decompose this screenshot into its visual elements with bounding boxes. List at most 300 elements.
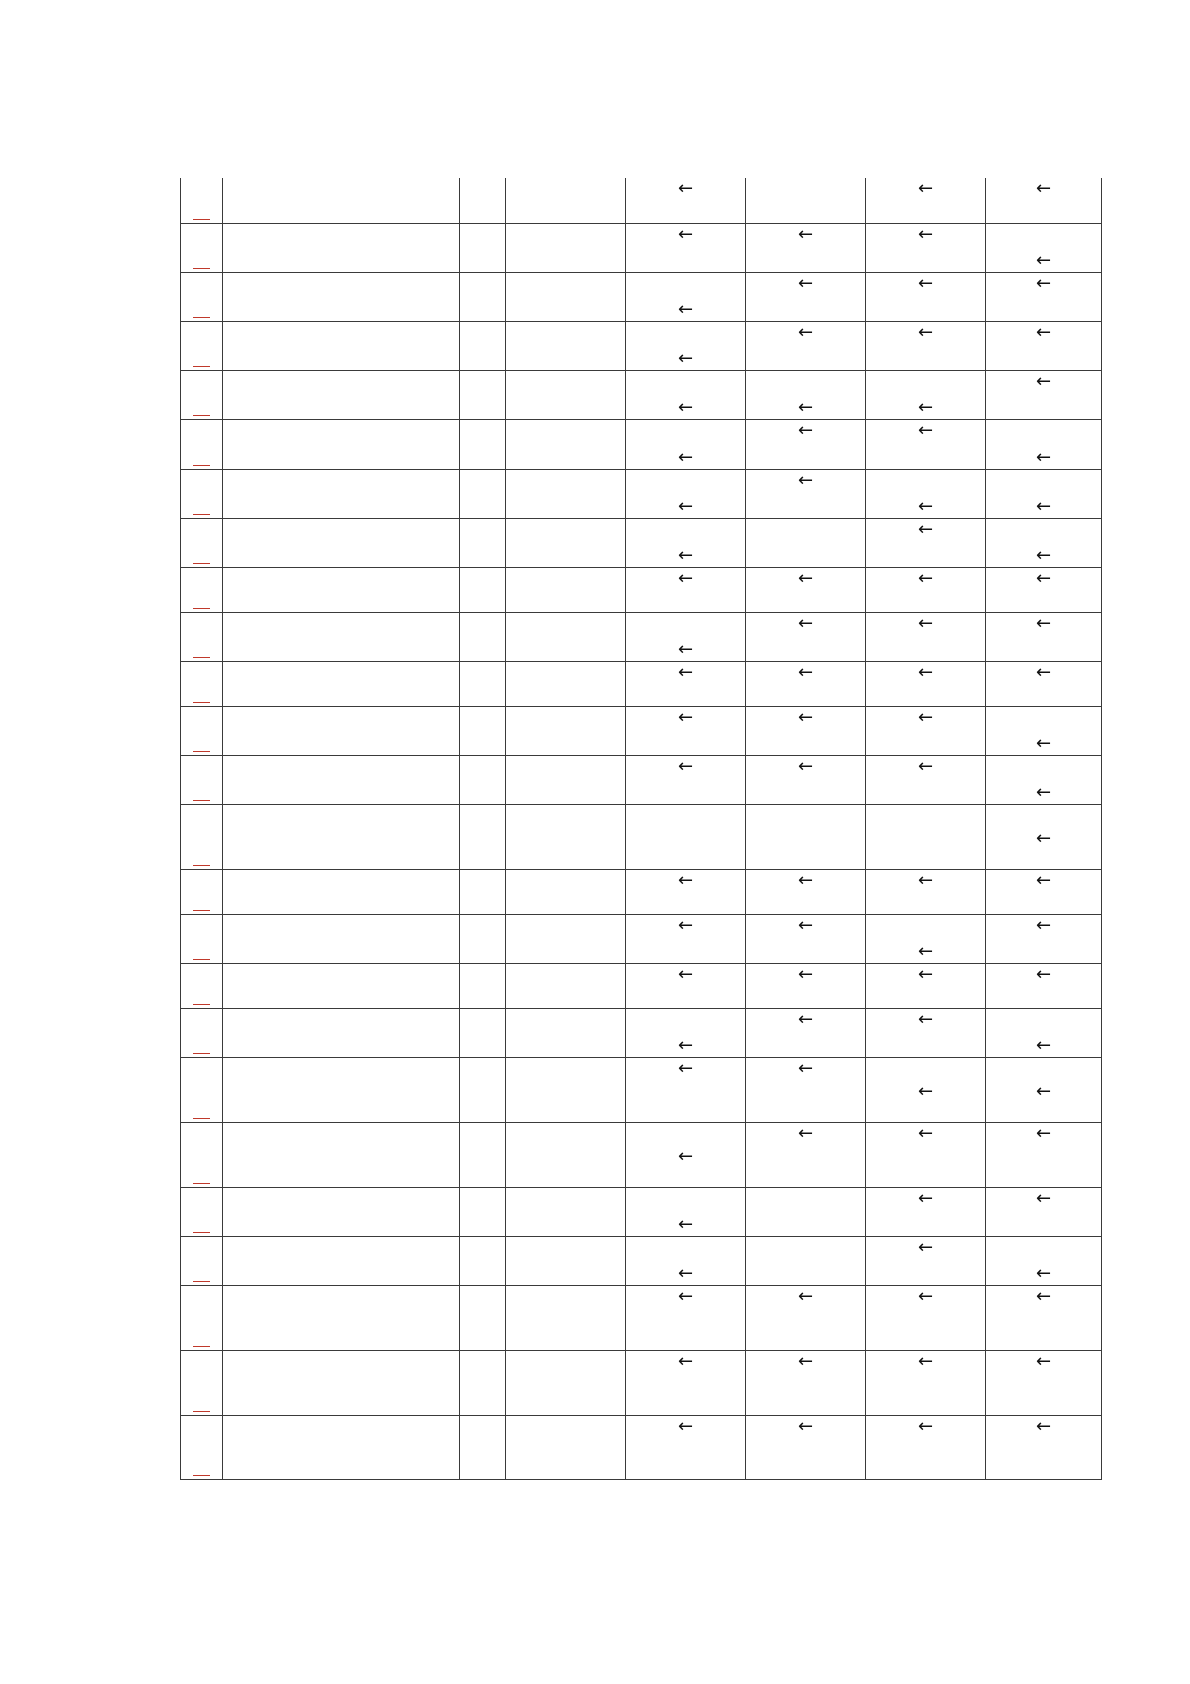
code-cell [460, 178, 506, 223]
detail-cell [506, 1350, 626, 1415]
status-cell [866, 469, 986, 518]
row-number-cell [181, 518, 223, 567]
status-cell [626, 1187, 746, 1236]
status-cell [986, 321, 1102, 370]
status-cell [626, 419, 746, 469]
left-arrow-icon: ← [677, 1057, 694, 1079]
left-arrow-icon: ← [677, 1285, 694, 1307]
left-arrow-icon: ← [917, 223, 934, 245]
status-cell [626, 1350, 746, 1415]
row-number-link[interactable] [193, 910, 210, 911]
code-cell [460, 914, 506, 963]
status-cell [986, 518, 1102, 567]
status-cell [626, 1008, 746, 1057]
status-cell [626, 612, 746, 661]
left-arrow-icon: ← [677, 914, 694, 936]
detail-cell [506, 706, 626, 755]
table-row [181, 706, 1102, 755]
left-arrow-icon: ← [797, 612, 814, 634]
left-arrow-icon: ← [1035, 1285, 1052, 1307]
detail-cell [506, 469, 626, 518]
table-row [181, 178, 1102, 223]
status-cell [746, 706, 866, 755]
status-cell [866, 1057, 986, 1122]
left-arrow-icon: ← [917, 612, 934, 634]
status-cell [866, 223, 986, 272]
status-cell [866, 419, 986, 469]
status-cell [626, 963, 746, 1008]
left-arrow-icon: ← [1035, 567, 1052, 589]
detail-cell [506, 869, 626, 914]
status-cell [746, 1236, 866, 1285]
left-arrow-icon: ← [1035, 914, 1052, 936]
code-cell [460, 321, 506, 370]
status-cell [746, 755, 866, 804]
name-cell [223, 178, 460, 223]
left-arrow-icon: ← [797, 321, 814, 343]
status-cell [746, 661, 866, 706]
left-arrow-icon: ← [1035, 1034, 1052, 1056]
left-arrow-icon: ← [797, 1350, 814, 1372]
left-arrow-icon: ← [797, 1285, 814, 1307]
left-arrow-icon: ← [917, 495, 934, 517]
status-cell [866, 1122, 986, 1187]
left-arrow-icon: ← [677, 396, 694, 418]
name-cell [223, 370, 460, 419]
status-cell [626, 469, 746, 518]
left-arrow-icon: ← [677, 638, 694, 660]
status-cell [866, 963, 986, 1008]
code-cell [460, 567, 506, 612]
status-cell [866, 272, 986, 321]
status-cell [986, 223, 1102, 272]
left-arrow-icon: ← [677, 1350, 694, 1372]
row-number-link[interactable] [193, 1118, 210, 1119]
left-arrow-icon: ← [917, 567, 934, 589]
status-cell [746, 804, 866, 869]
table-row [181, 567, 1102, 612]
detail-cell [506, 1122, 626, 1187]
left-arrow-icon: ← [797, 469, 814, 491]
left-arrow-icon: ← [797, 869, 814, 891]
code-cell [460, 1285, 506, 1350]
left-arrow-icon: ← [917, 1187, 934, 1209]
table-row [181, 321, 1102, 370]
detail-cell [506, 612, 626, 661]
left-arrow-icon: ← [797, 419, 814, 441]
code-cell [460, 1122, 506, 1187]
status-cell [626, 1057, 746, 1122]
status-cell [866, 567, 986, 612]
status-cell [746, 1285, 866, 1350]
status-cell [746, 1008, 866, 1057]
left-arrow-icon: ← [1035, 446, 1052, 468]
row-number-cell [181, 869, 223, 914]
left-arrow-icon: ← [1035, 661, 1052, 683]
row-number-link[interactable] [193, 1411, 210, 1412]
left-arrow-icon: ← [1035, 828, 1052, 849]
row-number-link[interactable] [193, 415, 210, 416]
detail-cell [506, 567, 626, 612]
row-number-cell [181, 1350, 223, 1415]
status-cell [626, 1236, 746, 1285]
status-cell [986, 706, 1102, 755]
left-arrow-icon: ← [1035, 1350, 1052, 1372]
left-arrow-icon: ← [677, 869, 694, 891]
code-cell [460, 518, 506, 567]
status-cell [986, 661, 1102, 706]
detail-cell [506, 1415, 626, 1479]
row-number-link[interactable] [193, 1183, 210, 1184]
code-cell [460, 1236, 506, 1285]
detail-cell [506, 914, 626, 963]
row-number-cell [181, 1236, 223, 1285]
table-row [181, 419, 1102, 469]
detail-cell [506, 661, 626, 706]
detail-cell [506, 1057, 626, 1122]
name-cell [223, 612, 460, 661]
status-cell [866, 869, 986, 914]
left-arrow-icon: ← [677, 223, 694, 245]
status-cell [626, 321, 746, 370]
left-arrow-icon: ← [677, 347, 694, 369]
code-cell [460, 469, 506, 518]
status-cell [746, 370, 866, 419]
detail-cell [506, 755, 626, 804]
row-number-cell [181, 370, 223, 419]
name-cell [223, 469, 460, 518]
row-number-link[interactable] [193, 1475, 210, 1476]
status-cell [866, 518, 986, 567]
left-arrow-icon: ← [797, 223, 814, 245]
left-arrow-icon: ← [1035, 781, 1052, 803]
code-cell [460, 755, 506, 804]
status-cell [866, 706, 986, 755]
name-cell [223, 1008, 460, 1057]
left-arrow-icon: ← [917, 706, 934, 728]
left-arrow-icon: ← [917, 1081, 934, 1102]
row-number-link[interactable] [193, 865, 210, 866]
name-cell [223, 1415, 460, 1479]
status-cell [626, 518, 746, 567]
row-number-link[interactable] [193, 219, 210, 220]
left-arrow-icon: ← [917, 963, 934, 985]
status-cell [986, 469, 1102, 518]
left-arrow-icon: ← [677, 1034, 694, 1056]
row-number-cell [181, 321, 223, 370]
row-number-link[interactable] [193, 751, 210, 752]
left-arrow-icon: ← [917, 518, 934, 540]
table-row [181, 755, 1102, 804]
detail-cell [506, 963, 626, 1008]
status-cell [986, 1415, 1102, 1479]
table-row [181, 1350, 1102, 1415]
table-row [181, 469, 1102, 518]
left-arrow-icon: ← [677, 567, 694, 589]
status-cell [986, 1285, 1102, 1350]
name-cell [223, 419, 460, 469]
row-number-cell [181, 567, 223, 612]
table-row [181, 1008, 1102, 1057]
left-arrow-icon: ← [797, 567, 814, 589]
table-row [181, 1285, 1102, 1350]
left-arrow-icon: ← [1035, 1262, 1052, 1284]
status-cell [746, 1122, 866, 1187]
status-cell [746, 612, 866, 661]
name-cell [223, 1122, 460, 1187]
status-cell [746, 869, 866, 914]
status-cell [626, 272, 746, 321]
status-cell [866, 178, 986, 223]
code-cell [460, 223, 506, 272]
code-cell [460, 1008, 506, 1057]
name-cell [223, 706, 460, 755]
left-arrow-icon: ← [797, 755, 814, 777]
name-cell [223, 272, 460, 321]
left-arrow-icon: ← [1035, 178, 1052, 199]
left-arrow-icon: ← [917, 1122, 934, 1144]
status-cell [866, 370, 986, 419]
left-arrow-icon: ← [1035, 732, 1052, 754]
row-number-link[interactable] [193, 514, 210, 515]
status-cell [866, 1187, 986, 1236]
left-arrow-icon: ← [917, 1350, 934, 1372]
left-arrow-icon: ← [1035, 1122, 1052, 1144]
name-cell [223, 963, 460, 1008]
row-number-link[interactable] [193, 1232, 210, 1233]
left-arrow-icon: ← [917, 321, 934, 343]
row-number-link[interactable] [193, 1053, 210, 1054]
row-number-cell [181, 706, 223, 755]
row-number-link[interactable] [193, 268, 210, 269]
left-arrow-icon: ← [917, 1008, 934, 1030]
status-cell [986, 1057, 1102, 1122]
name-cell [223, 661, 460, 706]
row-number-link[interactable] [193, 366, 210, 367]
left-arrow-icon: ← [797, 1057, 814, 1079]
status-cell [986, 1122, 1102, 1187]
status-cell [746, 1187, 866, 1236]
row-number-link[interactable] [193, 1346, 210, 1347]
name-cell [223, 567, 460, 612]
row-number-cell [181, 612, 223, 661]
left-arrow-icon: ← [917, 419, 934, 441]
left-arrow-icon: ← [677, 298, 694, 320]
status-cell [746, 1415, 866, 1479]
left-arrow-icon: ← [1035, 321, 1052, 343]
row-number-cell [181, 178, 223, 223]
status-cell [986, 869, 1102, 914]
left-arrow-icon: ← [797, 706, 814, 728]
left-arrow-icon: ← [797, 272, 814, 294]
status-cell [626, 914, 746, 963]
row-number-cell [181, 223, 223, 272]
left-arrow-icon: ← [677, 178, 694, 199]
table-row [181, 612, 1102, 661]
code-cell [460, 1187, 506, 1236]
data-table [180, 178, 1102, 1480]
left-arrow-icon: ← [677, 446, 694, 468]
status-cell [866, 755, 986, 804]
code-cell [460, 804, 506, 869]
status-cell [986, 567, 1102, 612]
left-arrow-icon: ← [677, 1415, 694, 1437]
row-number-link[interactable] [193, 465, 210, 466]
name-cell [223, 914, 460, 963]
code-cell [460, 1350, 506, 1415]
row-number-link[interactable] [193, 563, 210, 564]
status-cell [866, 321, 986, 370]
status-cell [986, 1350, 1102, 1415]
code-cell [460, 1057, 506, 1122]
left-arrow-icon: ← [917, 1415, 934, 1437]
left-arrow-icon: ← [677, 661, 694, 683]
row-number-cell [181, 1057, 223, 1122]
status-cell [626, 567, 746, 612]
status-cell [626, 804, 746, 869]
code-cell [460, 272, 506, 321]
table-row [181, 370, 1102, 419]
status-cell [746, 963, 866, 1008]
code-cell [460, 370, 506, 419]
status-cell [626, 223, 746, 272]
status-cell [866, 1008, 986, 1057]
row-number-cell [181, 272, 223, 321]
code-cell [460, 419, 506, 469]
table-row [181, 1057, 1102, 1122]
status-cell [986, 178, 1102, 223]
left-arrow-icon: ← [917, 272, 934, 294]
name-cell [223, 223, 460, 272]
table-row [181, 661, 1102, 706]
name-cell [223, 755, 460, 804]
left-arrow-icon: ← [917, 396, 934, 418]
status-cell [866, 612, 986, 661]
status-cell [986, 419, 1102, 469]
left-arrow-icon: ← [677, 706, 694, 728]
row-number-link[interactable] [193, 1281, 210, 1282]
status-cell [866, 661, 986, 706]
table-row [181, 223, 1102, 272]
row-number-link[interactable] [193, 959, 210, 960]
left-arrow-icon: ← [677, 1213, 694, 1235]
row-number-cell [181, 804, 223, 869]
status-cell [626, 869, 746, 914]
left-arrow-icon: ← [917, 178, 934, 199]
table-row [181, 1415, 1102, 1479]
detail-cell [506, 1008, 626, 1057]
left-arrow-icon: ← [677, 963, 694, 985]
row-number-link[interactable] [193, 608, 210, 609]
name-cell [223, 804, 460, 869]
left-arrow-icon: ← [797, 661, 814, 683]
status-cell [746, 1350, 866, 1415]
detail-cell [506, 1236, 626, 1285]
name-cell [223, 1350, 460, 1415]
status-cell [986, 804, 1102, 869]
row-number-link[interactable] [193, 317, 210, 318]
status-cell [626, 178, 746, 223]
table-row [181, 272, 1102, 321]
status-cell [986, 914, 1102, 963]
left-arrow-icon: ← [1035, 370, 1052, 392]
left-arrow-icon: ← [1035, 544, 1052, 566]
left-arrow-icon: ← [677, 495, 694, 517]
status-cell [986, 612, 1102, 661]
table-row [181, 1187, 1102, 1236]
left-arrow-icon: ← [797, 1415, 814, 1437]
status-cell [746, 518, 866, 567]
status-cell [626, 1285, 746, 1350]
code-cell [460, 1415, 506, 1479]
row-number-link[interactable] [193, 657, 210, 658]
row-number-cell [181, 914, 223, 963]
left-arrow-icon: ← [1035, 249, 1052, 271]
code-cell [460, 869, 506, 914]
status-cell [746, 567, 866, 612]
detail-cell [506, 1187, 626, 1236]
row-number-cell [181, 963, 223, 1008]
status-cell [866, 1415, 986, 1479]
name-cell [223, 1285, 460, 1350]
status-cell [626, 1415, 746, 1479]
status-cell [986, 370, 1102, 419]
table-row [181, 1236, 1102, 1285]
left-arrow-icon: ← [677, 1262, 694, 1284]
status-cell [746, 223, 866, 272]
row-number-cell [181, 419, 223, 469]
left-arrow-icon: ← [797, 396, 814, 418]
row-number-cell [181, 1415, 223, 1479]
table-row [181, 804, 1102, 869]
row-number-cell [181, 661, 223, 706]
status-cell [986, 1236, 1102, 1285]
row-number-cell [181, 1122, 223, 1187]
table-row [181, 518, 1102, 567]
status-cell [626, 706, 746, 755]
left-arrow-icon: ← [1035, 272, 1052, 294]
detail-cell [506, 518, 626, 567]
detail-cell [506, 178, 626, 223]
status-cell [626, 370, 746, 419]
left-arrow-icon: ← [1035, 1415, 1052, 1437]
code-cell [460, 612, 506, 661]
row-number-link[interactable] [193, 800, 210, 801]
name-cell [223, 321, 460, 370]
row-number-link[interactable] [193, 1004, 210, 1005]
status-cell [866, 1285, 986, 1350]
row-number-cell [181, 1285, 223, 1350]
left-arrow-icon: ← [917, 661, 934, 683]
status-cell [626, 661, 746, 706]
status-cell [986, 755, 1102, 804]
row-number-cell [181, 1187, 223, 1236]
name-cell [223, 1187, 460, 1236]
left-arrow-icon: ← [1035, 1187, 1052, 1209]
row-number-cell [181, 469, 223, 518]
status-cell [866, 1350, 986, 1415]
row-number-cell [181, 755, 223, 804]
code-cell [460, 706, 506, 755]
left-arrow-icon: ← [917, 869, 934, 891]
row-number-link[interactable] [193, 702, 210, 703]
table-row [181, 963, 1102, 1008]
detail-cell [506, 419, 626, 469]
status-cell [626, 1122, 746, 1187]
status-cell [986, 963, 1102, 1008]
name-cell [223, 518, 460, 567]
left-arrow-icon: ← [677, 544, 694, 566]
